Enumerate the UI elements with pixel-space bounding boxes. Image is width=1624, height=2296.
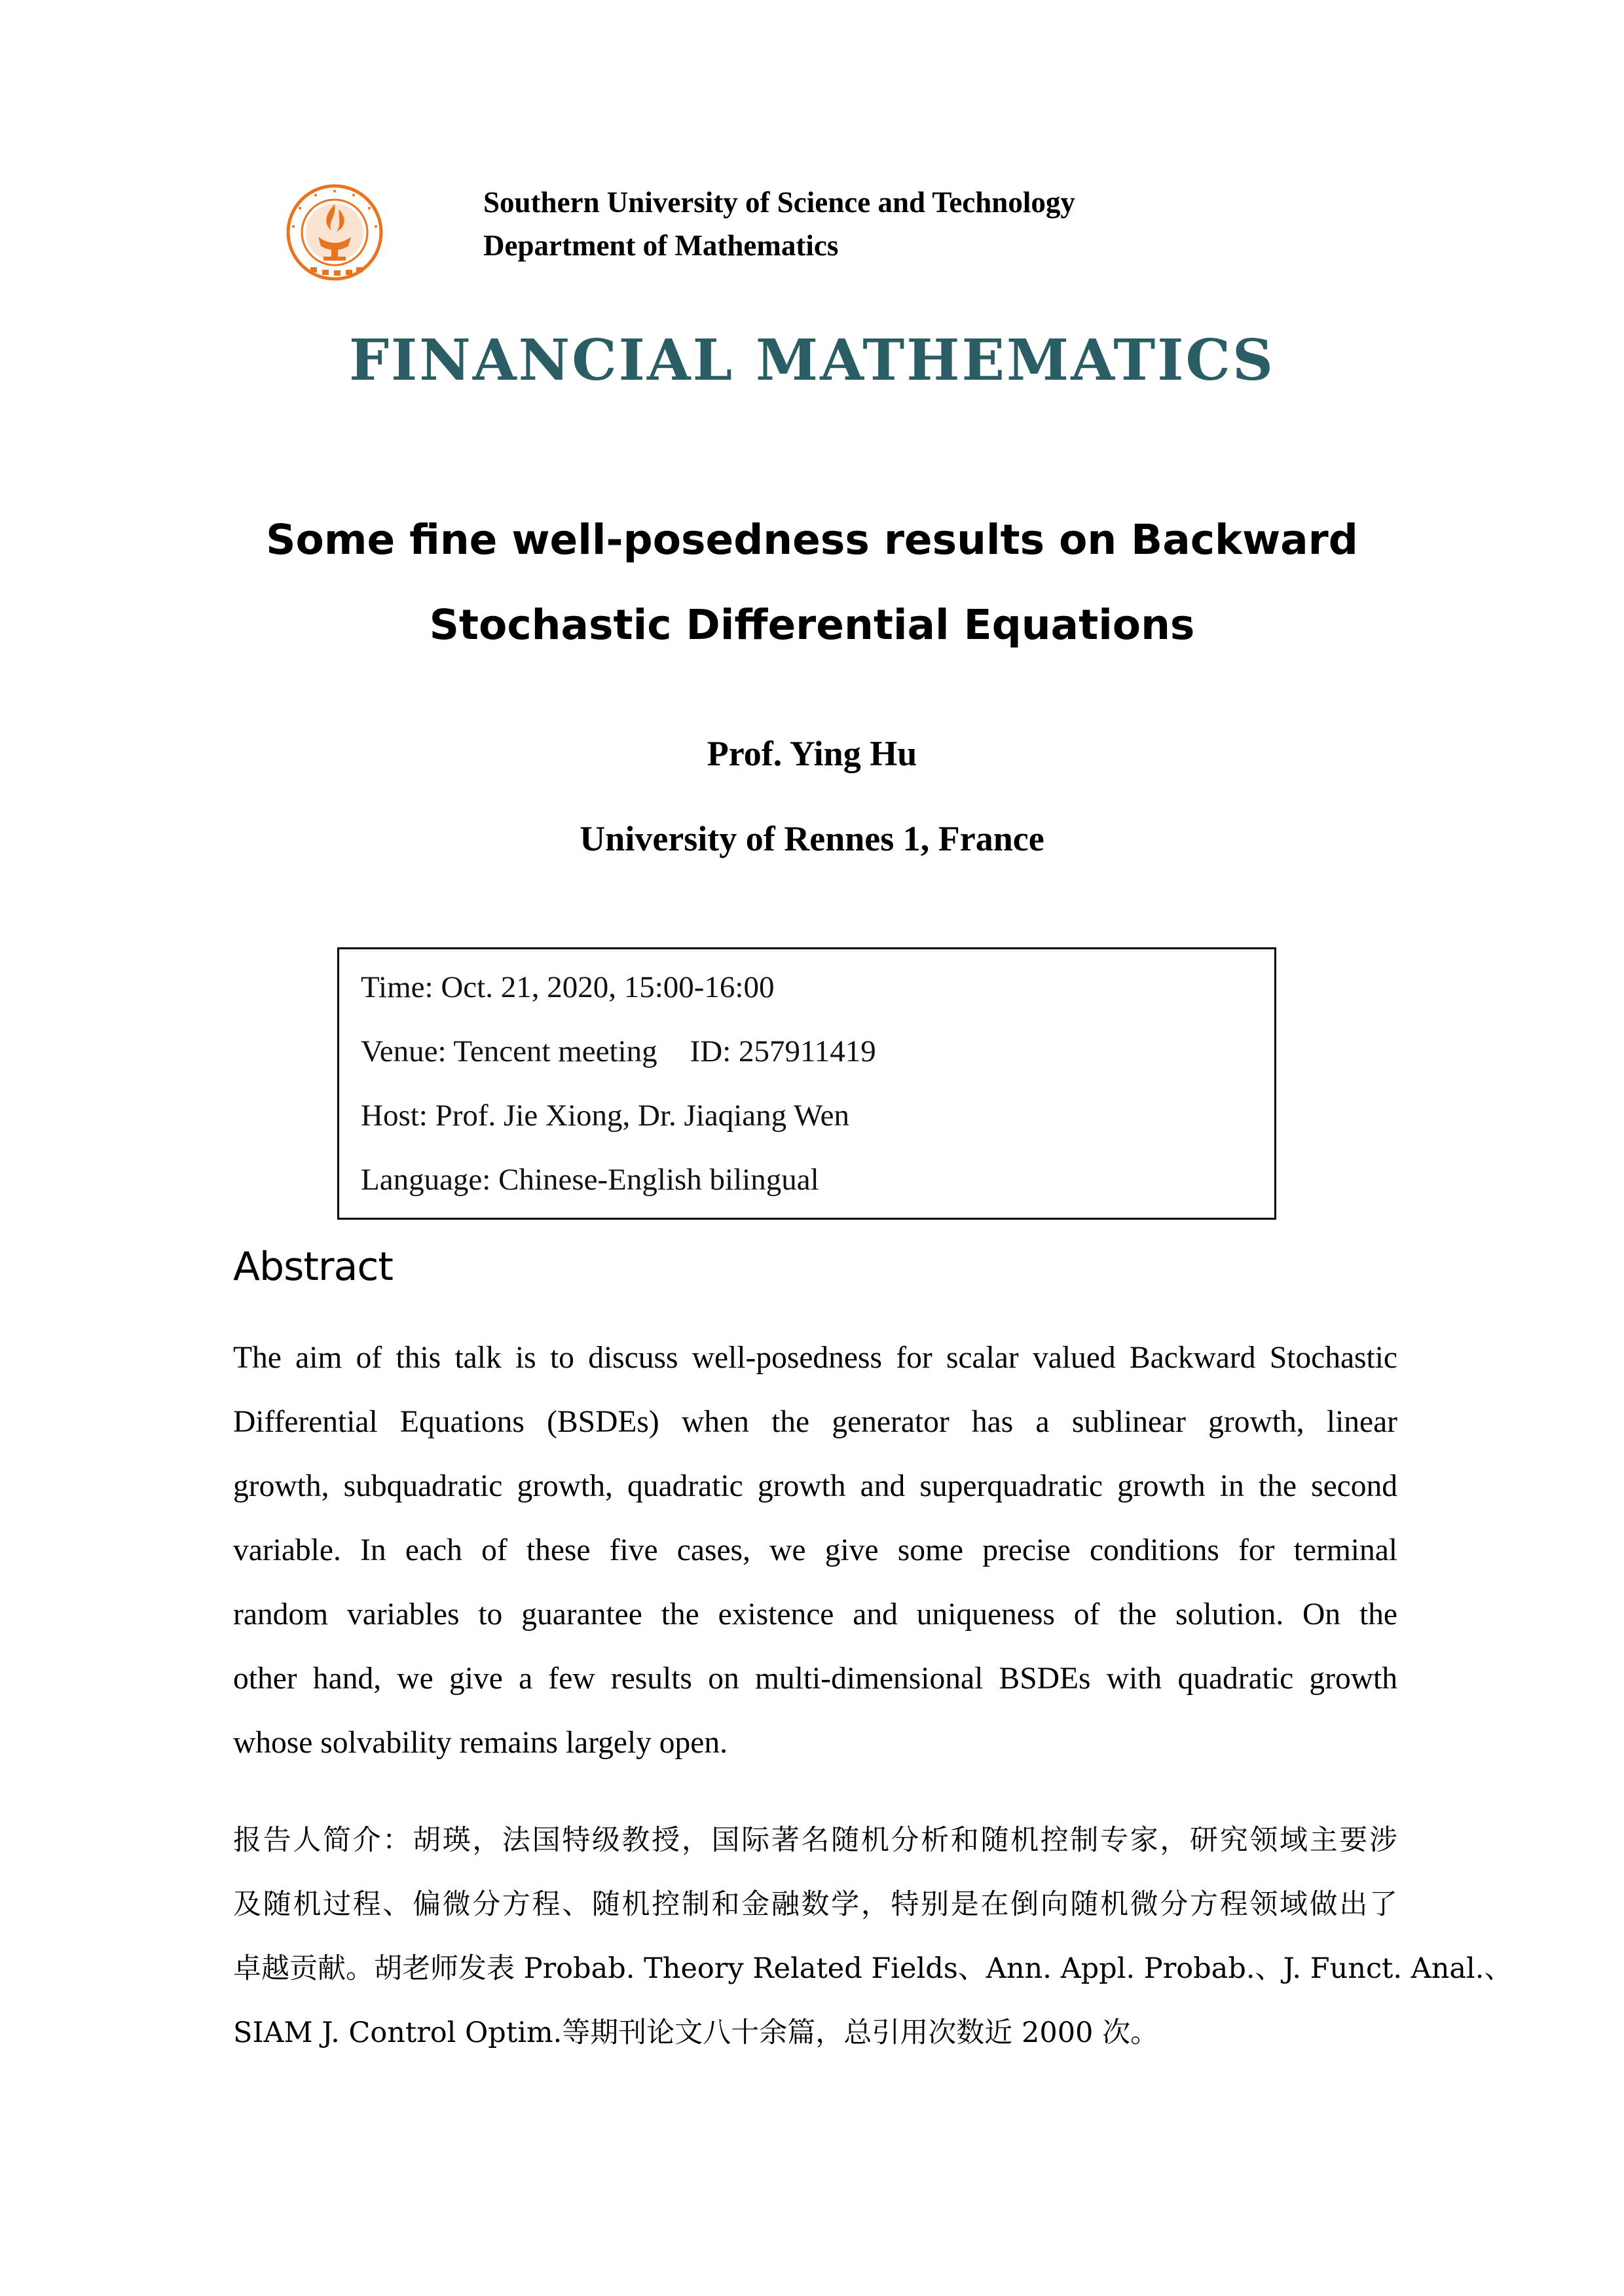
bio-line: 及随机过程、偏微分方程、随机控制和金融数学，特别是在倒向随机微分方程领域做出了 xyxy=(233,1888,1397,1921)
event-host: Host: Prof. Jie Xiong, Dr. Jiaqiang Wen xyxy=(361,1099,849,1133)
university-seal-icon xyxy=(286,183,384,282)
talk-title-line-1: Some fine well-posedness results on Backward xyxy=(266,516,1358,564)
institution-header xyxy=(483,181,1075,267)
event-time: Time: Oct. 21, 2020, 15:00-16:00 xyxy=(361,970,775,1004)
speaker-affiliation: University of Rennes 1, France xyxy=(580,819,1044,858)
abstract-line: The aim of this talk is to discuss well-posedness for scalar valued Backward Stochastic xyxy=(233,1341,1397,1375)
abstract-line: variable. In each of these five cases, we give some precise conditions for terminal xyxy=(233,1533,1397,1567)
talk-title xyxy=(0,498,1624,668)
abstract-line: random variables to guarantee the existence and uniqueness of the solution. On the xyxy=(233,1597,1397,1631)
speaker-name: Prof. Ying Hu xyxy=(707,734,917,773)
abstract-line: growth, subquadratic growth, quadratic growth and superquadratic growth in the second xyxy=(233,1469,1397,1503)
series-title: FINANCIAL MATHEMATICS xyxy=(348,327,1276,393)
event-venue: Venue: Tencent meeting xyxy=(361,1034,657,1068)
speaker-bio xyxy=(233,1808,1513,2065)
event-language: Language: Chinese-English bilingual xyxy=(361,1163,819,1197)
event-info-box xyxy=(337,947,1276,1220)
department-name: Department of Mathematics xyxy=(483,229,839,262)
talk-title-line-2: Stochastic Differential Equations xyxy=(429,601,1195,649)
event-venue-row xyxy=(361,1033,1274,1097)
university-name: Southern University of Science and Technology xyxy=(483,186,1075,219)
abstract-line: Differential Equations (BSDEs) when the generator has a sublinear growth, linear xyxy=(233,1405,1397,1439)
abstract-body xyxy=(233,1326,1397,1775)
bio-line: SIAM J. Control Optim.等期刊论文八十余篇，总引用次数近 2000 次。 xyxy=(233,2016,1159,2049)
abstract-heading: Abstract xyxy=(233,1244,393,1290)
bio-line: 报告人简介：胡瑛，法国特级教授，国际著名随机分析和随机控制专家，研究领域主要涉 xyxy=(233,1824,1397,1857)
bio-line: 卓越贡献。胡老师发表 Probab. Theory Related Fields、Ann. Appl. Probab.、J. Funct. Anal.、 xyxy=(233,1952,1513,1985)
abstract-line: whose solvability remains largely open. xyxy=(233,1726,728,1760)
abstract-line: other hand, we give a few results on multi-dimensional BSDEs with quadratic growth xyxy=(233,1662,1397,1696)
meeting-id: ID: 257911419 xyxy=(690,1034,876,1068)
